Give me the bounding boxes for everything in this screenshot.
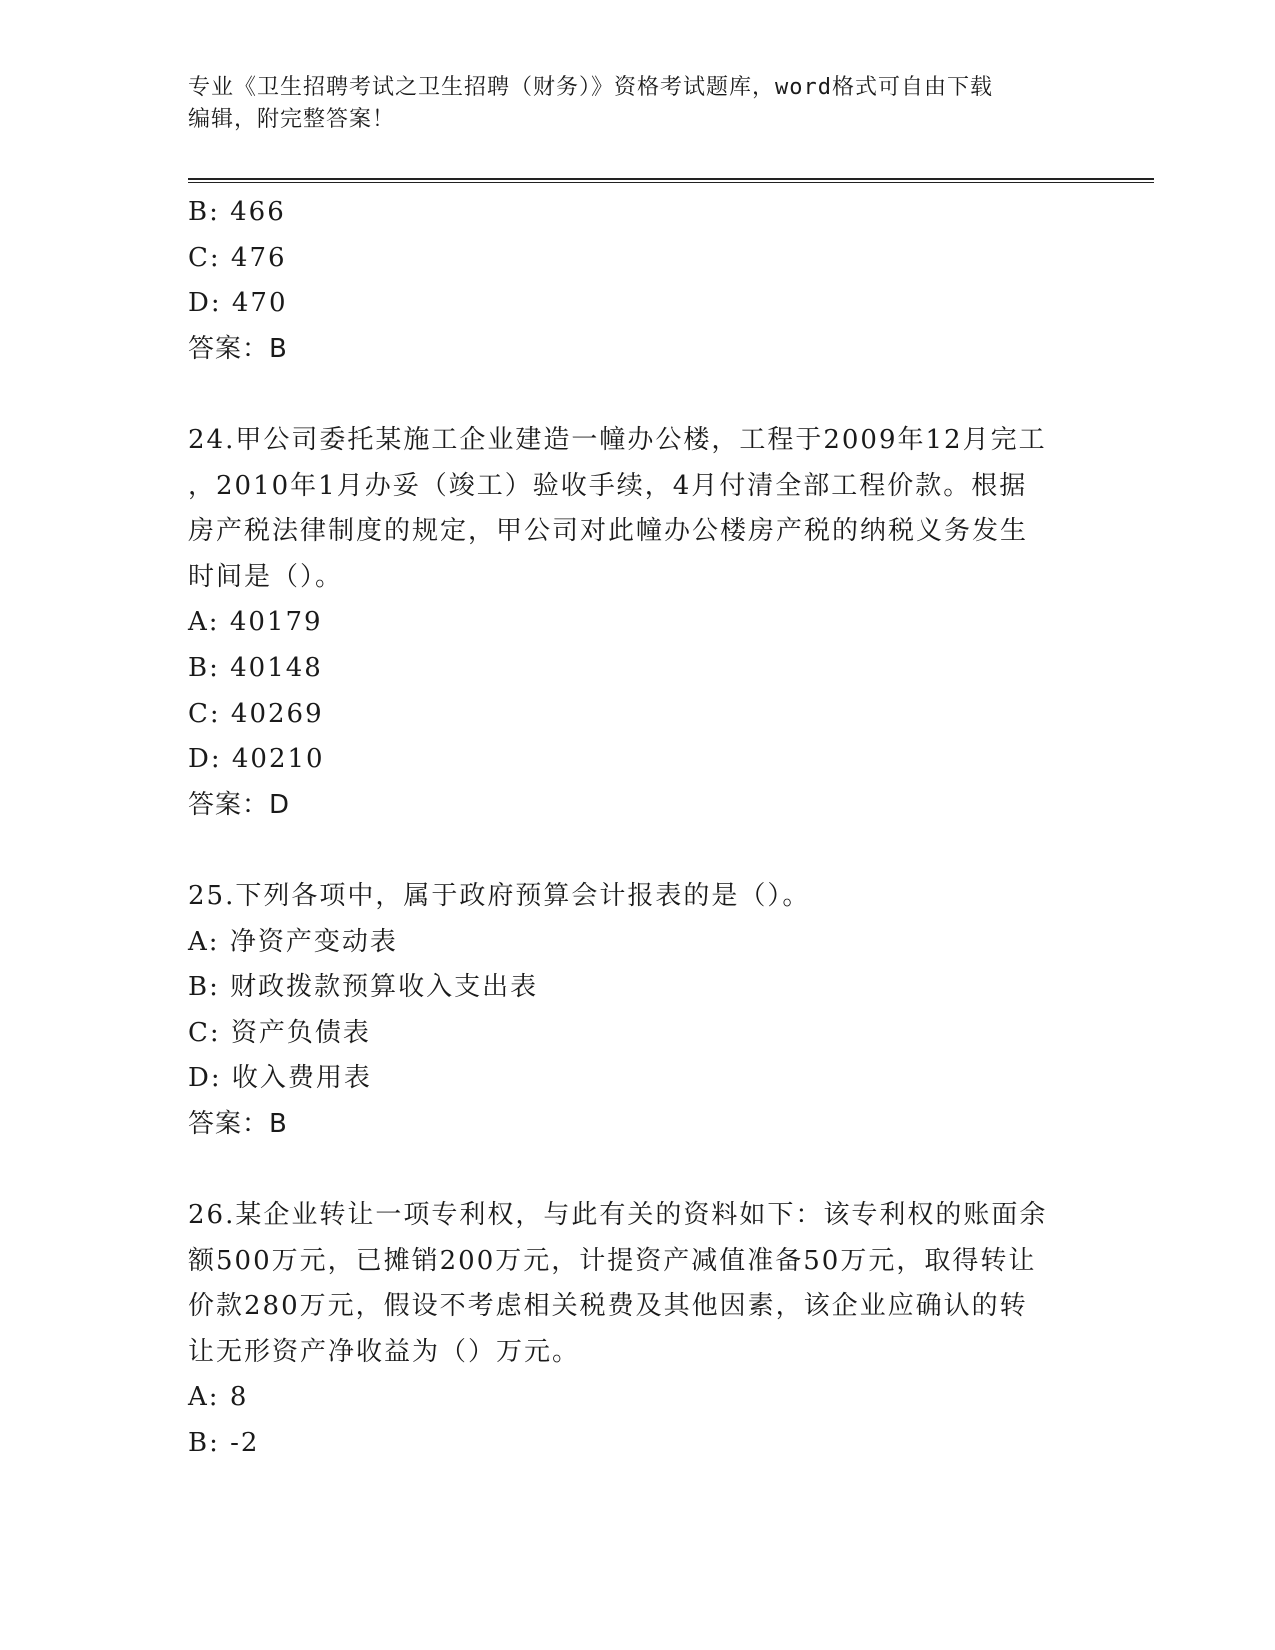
- question-text-line: 让无形资产净收益为（）万元。: [188, 1336, 581, 1367]
- question-text-line: 价款280万元，假设不考虑相关税费及其他因素，该企业应确认的转: [188, 1291, 1028, 1322]
- option-c: C: 资产负债表: [188, 1017, 371, 1048]
- question-text-line: 时间是（）。: [188, 561, 344, 592]
- question-text-line: 额500万元，已摊销200万元，计提资产减值准备50万元，取得转让: [188, 1245, 1037, 1276]
- option-b: B: -2: [188, 1428, 260, 1459]
- question-text-line: 房产税法律制度的规定，甲公司对此幢办公楼房产税的纳税义务发生: [188, 516, 1029, 547]
- option-a: A: 8: [188, 1382, 249, 1413]
- header-line-1: 专业《卫生招聘考试之卫生招聘（财务）》资格考试题库，word格式可自由下载: [188, 75, 993, 100]
- answer: 答案：D: [188, 789, 291, 820]
- question-text-line: 26.某企业转让一项专利权，与此有关的资料如下：该专利权的账面余: [188, 1200, 1048, 1231]
- spacer: [188, 1147, 1088, 1193]
- option-b: B: 财政拨款预算收入支出表: [188, 972, 539, 1003]
- option-a: A: 40179: [188, 607, 323, 638]
- answer: 答案：B: [188, 333, 288, 364]
- option-a: A: 净资产变动表: [188, 926, 398, 957]
- document-body: [188, 190, 1088, 1467]
- question-24: [188, 418, 1088, 828]
- option-d: D: 40210: [188, 744, 325, 775]
- question-26: [188, 1193, 1088, 1467]
- header-line-2: 编辑，附完整答案！: [188, 107, 396, 132]
- spacer: [188, 828, 1088, 874]
- option-d: D: 收入费用表: [188, 1063, 372, 1094]
- option-d: D: 470: [188, 288, 288, 319]
- header-divider: [188, 178, 1154, 183]
- page-header: [188, 72, 1068, 136]
- option-b: B: 40148: [188, 652, 323, 683]
- option-b: B: 466: [188, 197, 286, 227]
- option-c: C: 40269: [188, 698, 324, 729]
- option-c: C: 476: [188, 242, 287, 273]
- question-23-continued: [188, 190, 1088, 372]
- question-text-line: ，2010年1月办妥（竣工）验收手续，4月付清全部工程价款。根据: [188, 470, 1028, 501]
- answer: 答案：B: [188, 1108, 288, 1139]
- spacer: [188, 372, 1088, 418]
- question-25: [188, 874, 1088, 1148]
- question-text-line: 24.甲公司委托某施工企业建造一幢办公楼，工程于2009年12月完工: [188, 424, 1047, 455]
- question-text-line: 25.下列各项中，属于政府预算会计报表的是（）。: [188, 880, 811, 911]
